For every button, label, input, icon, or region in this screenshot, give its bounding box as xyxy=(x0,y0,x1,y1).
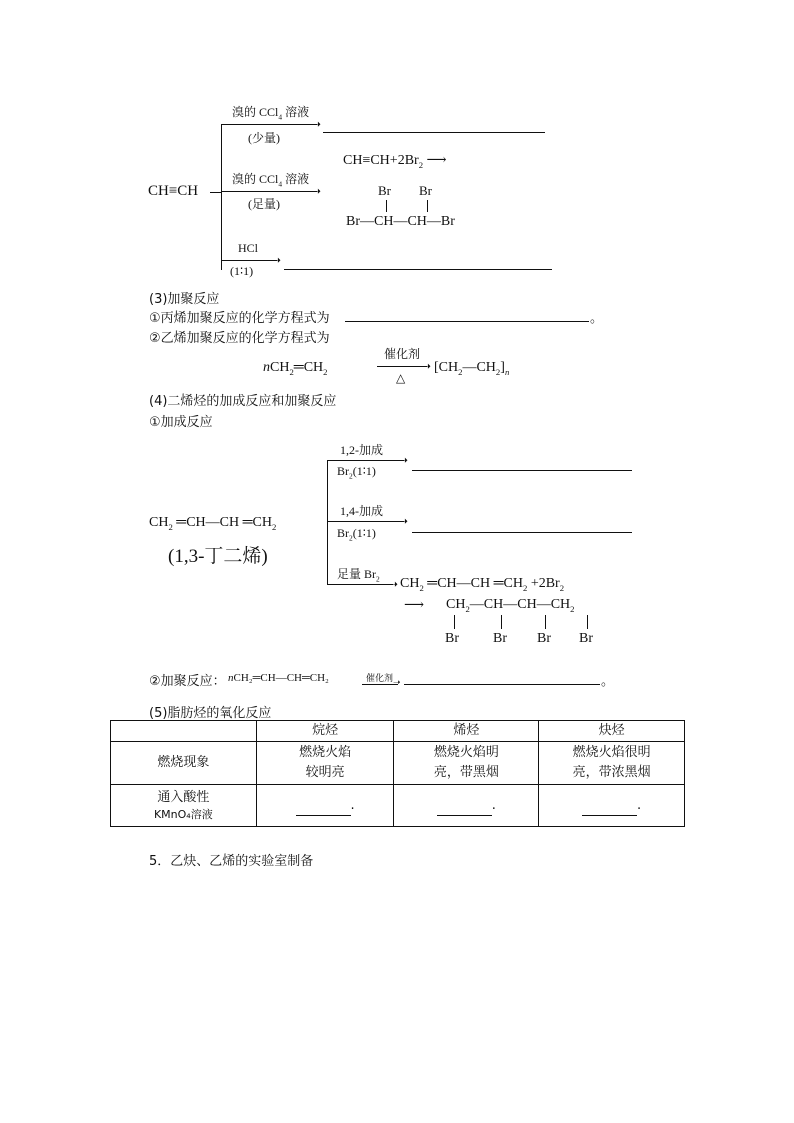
r2-condition-top: 溴的 CCl$_4$ 溶液 xyxy=(232,172,310,189)
s4-sub2-equation: nCH₂═CH—CH═CH₂ xyxy=(228,672,329,684)
r2-bond-2 xyxy=(427,200,428,212)
row-label-kmno4: 通入酸性 KMnO₄溶液 xyxy=(111,785,257,827)
s4-sub2-catalyst: 催化剂 xyxy=(366,673,394,683)
r2-br-top-1: Br xyxy=(378,183,391,198)
s4-butadiene: $CH_2$ ═CH—CH $═CH_2$ xyxy=(149,515,277,532)
s3-q1-end: 。 xyxy=(590,311,604,326)
s4-bond-1 xyxy=(454,615,455,629)
s3-heading: (3)加聚反应 xyxy=(149,292,220,307)
r2-arrow-head: ➝ xyxy=(311,184,322,198)
s3-heat: △ xyxy=(396,371,406,385)
header-cell-alkene: 烯烃 xyxy=(394,721,539,742)
s4-bond-4 xyxy=(587,615,588,629)
s4-a2-bottom: $Br_2(1∶1)$ xyxy=(337,526,376,543)
cell-alkyne-kmno4[interactable]: . xyxy=(539,785,685,827)
s4-a1-arrow-head: ➝ xyxy=(398,453,409,467)
s4-a2-top: 1,4-加成 xyxy=(340,504,383,518)
s4-a3-product: $CH_2—CH—CH—CH_2$ xyxy=(446,597,575,614)
cell-alkane-kmno4[interactable]: . xyxy=(256,785,394,827)
s4-a1-bottom: $Br_2(1∶1)$ xyxy=(337,464,376,481)
s4-a2-arrow xyxy=(327,521,404,522)
s4-a3-product-arrow: ⟶ xyxy=(404,598,425,613)
table-row xyxy=(111,742,685,785)
s3-arrow-head: ➝ xyxy=(421,359,432,373)
cell-alkane-combustion: 燃烧火焰 较明亮 xyxy=(256,742,394,785)
s4-sub1: ①加成反应 xyxy=(149,415,213,430)
r1-arrow-head: ➝ xyxy=(311,117,322,131)
header-cell-alkane: 烷烃 xyxy=(256,721,394,742)
r3-answer-blank xyxy=(284,269,552,270)
s4-br-2: Br xyxy=(493,631,507,646)
r2-condition-bottom: (足量) xyxy=(248,197,280,211)
s4-a1-top: 1,2-加成 xyxy=(340,443,383,457)
r3-condition-bottom: (1∶1) xyxy=(230,264,254,278)
row-label-combustion: 燃烧现象 xyxy=(111,742,257,785)
s5-heading: (5)脂肪烃的氧化反应 xyxy=(149,706,272,721)
s4-a3-top: 足量 $Br_2$ xyxy=(337,567,380,584)
r2-product: Br—CH—CH—Br xyxy=(346,214,455,229)
r1-arrow-line xyxy=(221,124,317,125)
s4-br-4: Br xyxy=(579,631,593,646)
branch-vertical xyxy=(221,124,222,270)
s4-sub2: ②加聚反应： xyxy=(149,674,226,689)
oxidation-table xyxy=(110,720,685,827)
s4-branch-vertical xyxy=(327,460,328,584)
s4-bond-3 xyxy=(545,615,546,629)
r2-br-top-2: Br xyxy=(419,183,432,198)
r3-condition-top: HCl xyxy=(238,241,259,255)
s3-arrow-line xyxy=(377,366,427,367)
cell-alkene-combustion: 燃烧火焰明 亮，带黑烟 xyxy=(394,742,539,785)
s3-q2: ②乙烯加聚反应的化学方程式为 xyxy=(149,331,330,346)
acetylene-reactant: CH≡CH xyxy=(148,183,199,199)
r2-arrow-line xyxy=(221,191,317,192)
s3-catalyst: 催化剂 xyxy=(384,347,421,361)
r3-arrow-line xyxy=(221,260,277,261)
s3-q1-blank[interactable] xyxy=(345,321,589,322)
s3-polyethylene: $[CH_2—CH_2]_n$ xyxy=(434,360,510,377)
s4-br-1: Br xyxy=(445,631,459,646)
s4-br-3: Br xyxy=(537,631,551,646)
table-row xyxy=(111,785,685,827)
s4-a3-arrow-head: ➝ xyxy=(388,577,399,591)
cell-alkyne-combustion: 燃烧火焰很明 亮，带浓黑烟 xyxy=(539,742,685,785)
s3-q1: ①丙烯加聚反应的化学方程式为 xyxy=(149,311,330,326)
s3-ethylene-equation-left: $nCH_2═CH_2$ xyxy=(263,360,328,377)
s4-a2-blank[interactable] xyxy=(412,532,632,533)
r1-answer-blank xyxy=(323,132,545,133)
cell-alkene-kmno4[interactable]: . xyxy=(394,785,539,827)
s4-sub2-end: 。 xyxy=(601,674,615,689)
s4-a2-arrow-head: ➝ xyxy=(398,514,409,528)
s4-heading: (4)二烯烃的加成反应和加聚反应 xyxy=(149,394,337,409)
s4-a3-arrow xyxy=(327,584,393,585)
s4-butadiene-name: (1,3-丁二烯) xyxy=(168,546,268,567)
r1-condition-bottom: (少量) xyxy=(248,131,280,145)
s4-bond-2 xyxy=(501,615,502,629)
r2-bond-1 xyxy=(386,200,387,212)
s4-a1-arrow xyxy=(327,460,404,461)
s4-a3-equation: $CH_2$ ═CH—CH $═CH_2 +2Br_2$ xyxy=(400,576,565,593)
s4-a1-blank[interactable] xyxy=(412,470,632,471)
s4-sub2-blank[interactable] xyxy=(404,684,600,685)
r3-arrow-head: ➝ xyxy=(271,253,282,267)
header-cell-empty xyxy=(111,721,257,742)
table-header-row xyxy=(111,721,685,742)
header-cell-alkyne: 炔烃 xyxy=(539,721,685,742)
r2-equation: $CH\equiv CH+2Br_2$ ⟶ xyxy=(343,153,447,170)
r1-condition-top: 溴的 CCl$_4$ 溶液 xyxy=(232,105,310,122)
s6-heading: 5．乙炔、乙烯的实验室制备 xyxy=(149,854,314,869)
s4-sub2-arrow-head: ➝ xyxy=(393,678,401,688)
